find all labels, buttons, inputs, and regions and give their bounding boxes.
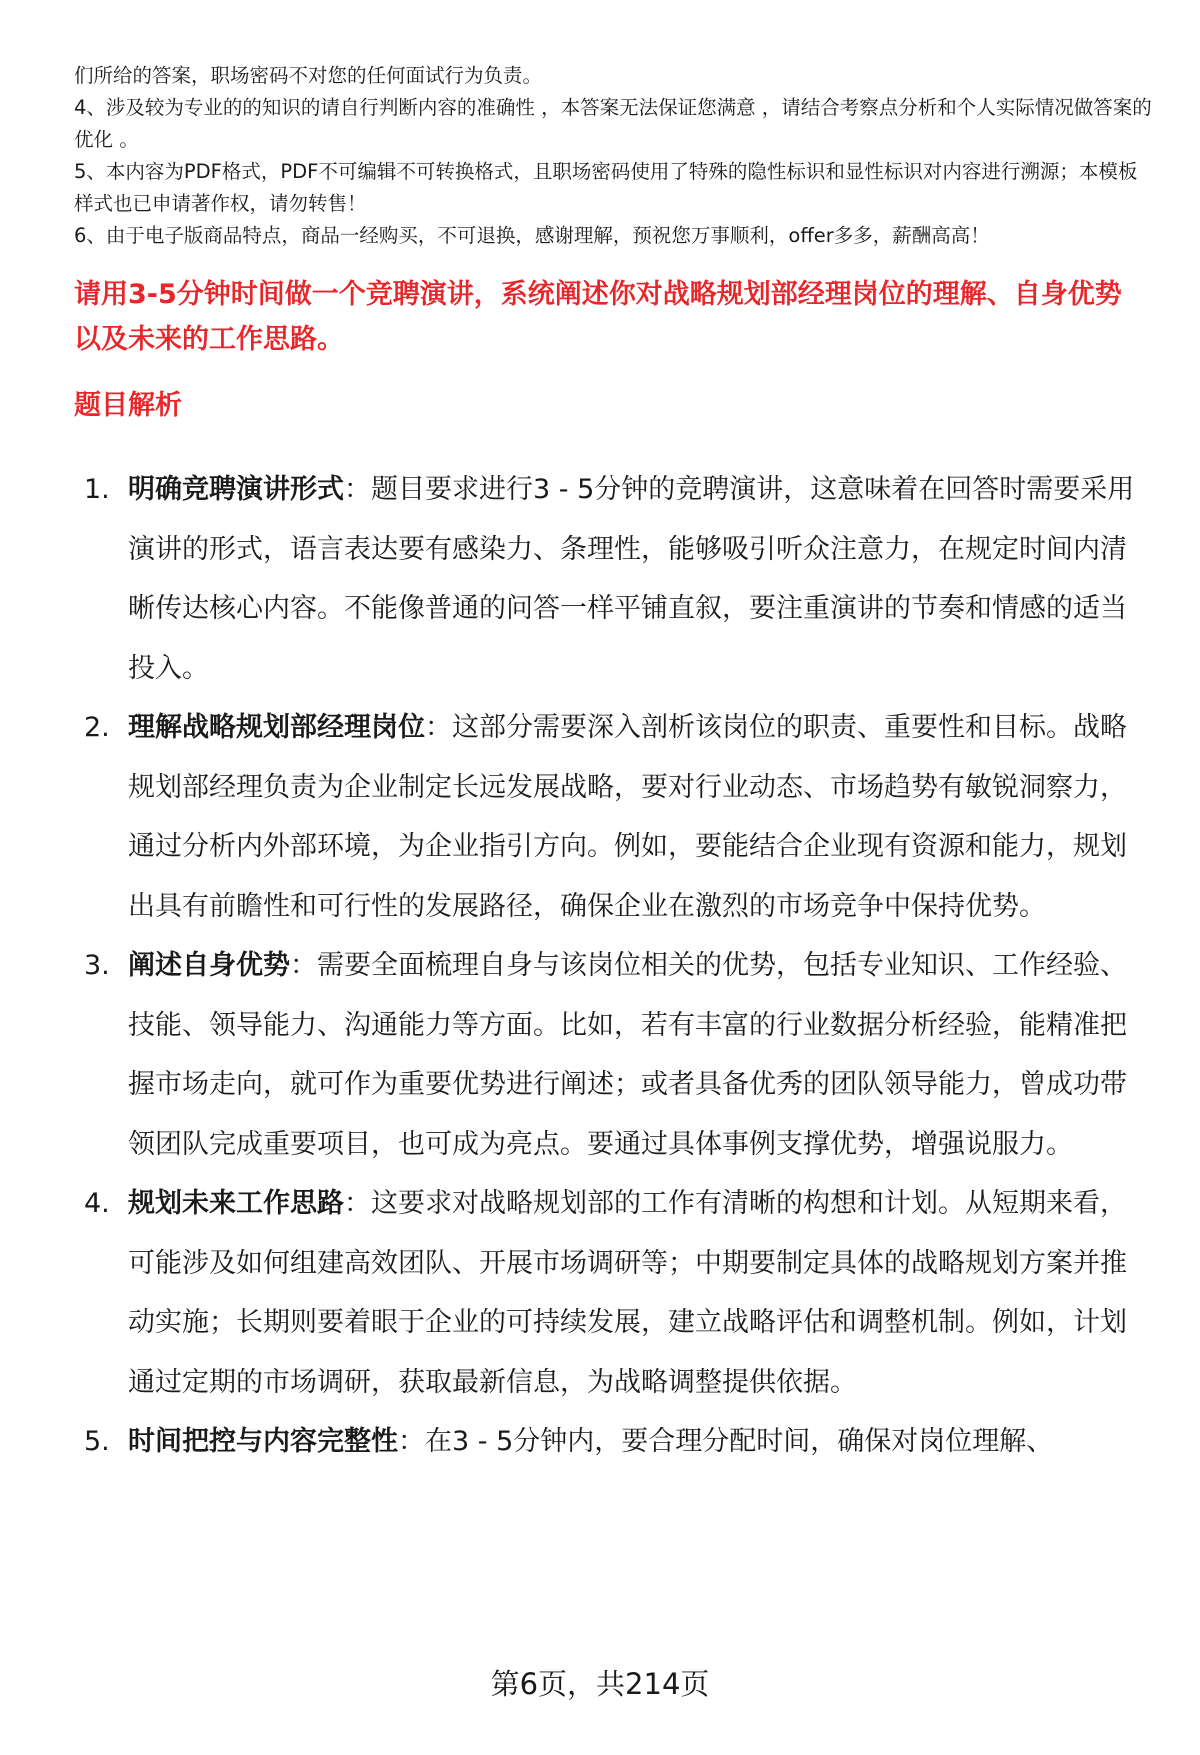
disclaimer-notes xyxy=(74,60,1154,252)
item-number: 3. xyxy=(84,950,110,981)
analysis-item xyxy=(84,698,1144,936)
item-text: ：在3 - 5分钟内，要合理分配时间，确保对岗位理解、 xyxy=(398,1426,1054,1457)
item-number: 4. xyxy=(84,1188,110,1219)
disclaimer-note: 5、本内容为PDF格式，PDF不可编辑不可转换格式，且职场密码使用了特殊的隐性标识和显性标识对内容进行溯源；本模板样式也已申请著作权，请勿转售！ xyxy=(74,160,1138,215)
analysis-list xyxy=(84,460,1144,1472)
disclaimer-note: 4、涉及较为专业的的知识的请自行判断内容的准确性 ，本答案无法保证您满意 ，请结合考察点分析和个人实际情况做答案的优化 。 xyxy=(74,96,1152,151)
analysis-item xyxy=(84,460,1144,698)
item-number: 1. xyxy=(84,474,110,505)
analysis-item xyxy=(84,936,1144,1174)
item-term: 阐述自身优势 xyxy=(128,950,290,981)
item-number: 5. xyxy=(84,1426,110,1457)
analysis-item xyxy=(84,1174,1144,1412)
disclaimer-note: 6、由于电子版商品特点，商品一经购买，不可退换，感谢理解，预祝您万事顺利，offer多多，薪酬高高！ xyxy=(74,224,990,247)
disclaimer-note: 们所给的答案，职场密码不对您的任何面试行为负责。 xyxy=(74,64,543,87)
item-text: ：题目要求进行3 - 5分钟的竞聘演讲，这意味着在回答时需要采用演讲的形式，语言表达要有感染力、条理性，能够吸引听众注意力，在规定时间内清晰传达核心内容。不能像普通的问答一样平铺直叙，要注重演讲的节奏和情感的适当投入。 xyxy=(128,474,1135,684)
item-term: 明确竞聘演讲形式 xyxy=(128,474,344,505)
page-footer: 第6页，共214页 xyxy=(490,1667,710,1701)
analysis-title: 题目解析 xyxy=(74,390,182,421)
analysis-item xyxy=(84,1412,1144,1472)
item-number: 2. xyxy=(84,712,110,743)
item-term: 规划未来工作思路 xyxy=(128,1188,344,1219)
item-text: ：需要全面梳理自身与该岗位相关的优势，包括专业知识、工作经验、技能、领导能力、沟通能力等方面。比如，若有丰富的行业数据分析经验，能精准把握市场走向，就可作为重要优势进行阐述；或者具备优秀的团队领导能力，曾成功带领团队完成重要项目，也可成为亮点。要通过具体事例支撑优势，增强说服力。 xyxy=(128,950,1127,1160)
item-term: 时间把控与内容完整性 xyxy=(128,1426,398,1457)
item-text: ：这要求对战略规划部的工作有清晰的构想和计划。从短期来看，可能涉及如何组建高效团队、开展市场调研等；中期要制定具体的战略规划方案并推动实施；长期则要着眼于企业的可持续发展，建立战略评估和调整机制。例如，计划通过定期的市场调研，获取最新信息，为战略调整提供依据。 xyxy=(128,1188,1127,1398)
item-text: ：这部分需要深入剖析该岗位的职责、重要性和目标。战略规划部经理负责为企业制定长远发展战略，要对行业动态、市场趋势有敏锐洞察力，通过分析内外部环境，为企业指引方向。例如，要能结合企业现有资源和能力，规划出具有前瞻性和可行性的发展路径，确保企业在激烈的市场竞争中保持优势。 xyxy=(128,712,1127,922)
item-term: 理解战略规划部经理岗位 xyxy=(128,712,425,743)
question-heading: 请用3-5分钟时间做一个竞聘演讲，系统阐述你对战略规划部经理岗位的理解、自身优势以及未来的工作思路。 xyxy=(74,279,1122,355)
